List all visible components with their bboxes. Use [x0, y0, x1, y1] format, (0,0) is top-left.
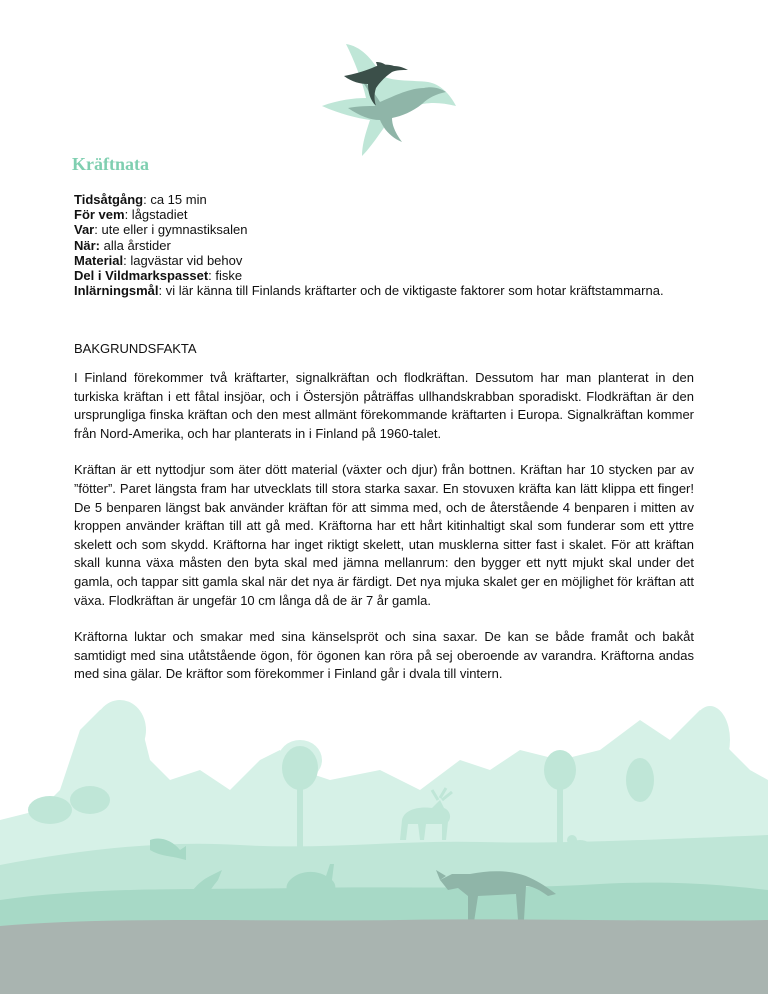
info-value: alla årstider — [100, 237, 171, 253]
info-value: : lagvästar vid behov — [123, 252, 243, 268]
info-row — [74, 238, 694, 253]
info-row — [74, 207, 694, 222]
info-value: : vi lär känna till Finlands kräftarter och de viktigaste faktorer som hotar kräftstammarna. — [158, 283, 664, 299]
birds-illustration — [300, 36, 470, 166]
info-row — [74, 253, 694, 268]
info-row — [74, 268, 694, 283]
info-value: : ute eller i gymnastiksalen — [94, 222, 248, 238]
paragraph: Kräftorna luktar och smakar med sina känselspröt och sina saxar. De kan se både framåt och bakåt samtidigt med sina utåtstående ögon, för ögonen kan röra på sej oberoende av varandra. Kräftorna andas med sina gälar. De kräftor som förekommer i Finland går i dvala till vintern. — [74, 629, 694, 682]
forest-landscape-illustration — [0, 690, 768, 994]
page-title: Kräftnata — [72, 154, 149, 174]
info-value: : ca 15 min — [143, 192, 207, 207]
info-value: : lågstadiet — [124, 207, 188, 223]
activity-info — [74, 192, 694, 298]
info-label: Material — [74, 252, 124, 268]
paragraph: Kräftan är ett nyttodjur som äter dött material (växter och djur) från bottnen. Kräftan har 10 stycken par av ”fötter”. Paret längsta fram har utvecklats till stora starka saxar. En stovuxen kräfta kan lätt klippa ett finger! De 5 benparen längst bak använder kräftan för att simma med, och de återstående 4 benparen i mitten av kroppen använder kräftan till att gå med. Kräftorna har ett hårt kitinhaltigt skal som funderar som ett yttre skelett och som skydd. Kräftorna har inget riktigt skelett, utan musklerna sitter fast i skalet. För att kräftan skall kunna växa måsten den byta skal med jämna mellanrum: den bygger ett nytt mjukt skal under det gamla, och tappar sitt gamla skal när det nya är färdigt. Det nya mjuka skalet ger en möjlighet för kräftan att växa. Flodkräftan är ungefär 10 cm långa då de är 7 år gamla. — [74, 462, 694, 608]
section-heading: BAKGRUNDSFAKTA — [74, 341, 197, 356]
info-row — [74, 222, 694, 237]
info-label: För vem — [74, 207, 125, 223]
info-row — [74, 283, 694, 298]
info-label: När: — [74, 237, 101, 253]
info-label: Var — [74, 222, 95, 238]
info-row — [74, 192, 694, 207]
paragraph: I Finland förekommer två kräftarter, signalkräftan och flodkräftan. Dessutom har man planterat in den turkiska kräftan i ett fåtal insjöar, och i Östersjön påträffas ullhandskrabban sporadiskt. Flodkräftan är den ursprungliga finska kräftan och den mest allmänt förekommande kräftarten i Europa. Signalkräftan kommer från Nord-Amerika, och har planterats in i Finland på 1960-talet. — [74, 370, 694, 441]
info-label: Del i Vildmarkspasset — [74, 268, 209, 284]
info-value: : fiske — [208, 268, 243, 284]
body-text — [74, 369, 694, 702]
info-label: Tidsåtgång — [74, 192, 144, 207]
info-label: Inlärningsmål — [74, 283, 159, 299]
